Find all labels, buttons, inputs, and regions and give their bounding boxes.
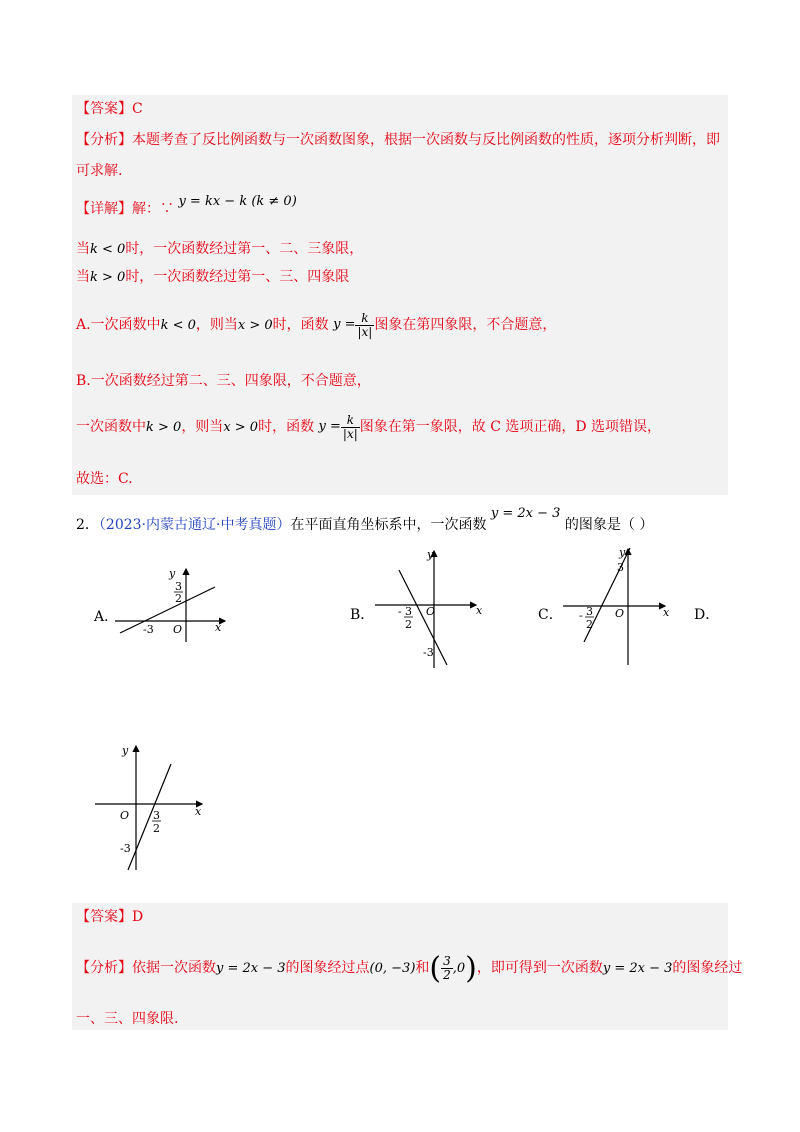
x-intercept-label: -3 (143, 623, 154, 636)
answer-value: D (132, 909, 144, 925)
analysis-text: 本题考查了反比例函数与一次函数图象，根据一次函数与反比例函数的性质，逐项分析判断，即 (132, 132, 720, 148)
analysis-point2: ( $\frac{3}{2}$ ,0) (429, 950, 477, 986)
stem-post: 的图象是（ ） (564, 517, 654, 533)
analysis-func2: y = 2x − 3 (602, 961, 673, 976)
y-intercept-num: 3 (175, 580, 182, 593)
analysis-text3: 和 (415, 960, 430, 976)
case1-pre: 当 (76, 241, 90, 257)
conclusion-q1 (76, 470, 133, 488)
option-b-label[interactable]: B． (350, 607, 375, 623)
case2-line (76, 268, 349, 287)
y-intercept-label: -3 (120, 842, 131, 855)
a-text2: ，则当 (195, 317, 238, 333)
option-c-label[interactable]: C． (538, 607, 563, 623)
analysis-line-q2 (76, 948, 742, 989)
y-axis-label: y (619, 546, 626, 559)
option-cd-analysis (76, 410, 661, 445)
detail-line-q1 (76, 194, 297, 219)
analysis-line2-q2 (76, 1010, 178, 1028)
x-intercept-num: 3 (153, 809, 160, 822)
cd-text3: 时，函数 (258, 419, 315, 435)
analysis-text-cont: 一、三、四象限. (76, 1011, 179, 1027)
y-axis-label: y (122, 744, 129, 757)
graph-option-b[interactable] (372, 545, 490, 670)
cd-text2: ，则当 (181, 419, 224, 435)
a-func-num: k (361, 310, 369, 325)
case2-cond: k > 0 (90, 270, 126, 285)
x-intercept-num: 3 (405, 605, 412, 618)
x-axis-label: x (215, 621, 222, 634)
x-intercept-den: 2 (586, 618, 593, 631)
y-intercept-den: 2 (175, 592, 182, 605)
graph-option-c[interactable] (560, 545, 675, 667)
option-a-analysis (76, 308, 556, 343)
stem-pre: 在平面直角坐标系中，一次函数 (290, 517, 487, 533)
option-b-analysis (76, 372, 371, 390)
point2-den: 2 (443, 968, 451, 982)
function-line (128, 764, 171, 870)
origin-label: O (426, 605, 436, 618)
point2-y: ,0 (452, 961, 466, 976)
case1-cond: k < 0 (90, 242, 126, 257)
a-func-lhs: y = (333, 317, 356, 332)
x-axis-label: x (663, 606, 670, 619)
analysis-text2: 的图象经过点 (285, 960, 370, 976)
cd-text4: 图象在第一象限，故 C 选项正确，D 选项错误， (359, 419, 662, 435)
question-source: （2023·内蒙古通辽·中考真题） (98, 517, 291, 533)
analysis-func1: y = 2x − 3 (216, 961, 286, 976)
analysis-text5: 的图象经过 (672, 960, 743, 976)
option-d-label[interactable]: D． (694, 607, 720, 623)
x-intercept-den: 2 (153, 822, 160, 835)
a-text4: 图象在第四象限，不合题意， (374, 317, 557, 333)
question-2-stem (76, 506, 654, 535)
x-axis-label: x (476, 604, 483, 617)
origin-label: O (615, 607, 625, 620)
a-text1: A.一次函数中 (76, 317, 161, 333)
analysis-label: 【分析】 (76, 960, 132, 976)
case1-post: 时，一次函数经过第一、二、三象限， (125, 241, 364, 257)
case2-pre: 当 (76, 269, 90, 285)
y-intercept-label: -3 (423, 646, 434, 659)
x-intercept-sign: - (398, 605, 402, 618)
x-intercept-den: 2 (405, 618, 412, 631)
stem-function: y = 2x − 3 (490, 506, 561, 521)
analysis-line2-q1 (76, 162, 122, 180)
cd-func-lhs: y = (318, 419, 341, 434)
conclusion-text: 故选：C. (76, 471, 133, 487)
cd-cond1: k > 0 (146, 420, 182, 435)
answer-line-q2 (76, 908, 143, 926)
answer-label: 【答案】 (76, 909, 132, 925)
analysis-text-cont: 可求解. (76, 163, 123, 179)
graph-option-a[interactable] (115, 565, 230, 643)
detail-intro: 解：∵ (132, 201, 174, 217)
cd-func-fraction (341, 414, 360, 441)
analysis-text1: 依据一次函数 (132, 960, 216, 976)
x-intercept-sign: - (579, 609, 583, 622)
point2-num: 3 (443, 954, 451, 968)
a-func-fraction (355, 312, 374, 339)
detail-formula: y = kx − k (k ≠ 0) (178, 194, 297, 209)
function-line (120, 587, 215, 633)
y-axis-label: y (169, 567, 176, 580)
graph-option-d[interactable] (92, 742, 212, 872)
case1-line (76, 240, 363, 259)
answer-value: C (132, 101, 143, 117)
y-axis-label: y (427, 548, 434, 561)
option-a-label[interactable]: A． (94, 609, 119, 625)
a-text3: 时，函数 (272, 317, 329, 333)
cd-func-num: k (346, 412, 354, 427)
cd-text1: 一次函数中 (76, 419, 146, 435)
x-intercept-num: 3 (586, 605, 593, 618)
cd-cond2: x > 0 (223, 420, 259, 435)
x-axis-label: x (195, 805, 202, 818)
a-cond1: k < 0 (160, 318, 196, 333)
b-text: B.一次函数经过第二、三、四象限，不合题意， (76, 373, 371, 389)
answer-label: 【答案】 (76, 101, 132, 117)
analysis-text4: ，即可得到一次函数 (476, 960, 603, 976)
cd-func-den: |x| (342, 426, 358, 441)
a-cond2: x > 0 (237, 318, 273, 333)
answer-line-q1 (76, 100, 143, 118)
analysis-label: 【分析】 (76, 132, 132, 148)
analysis-point1: (0, −3) (369, 961, 416, 976)
y-intercept-label: 3 (617, 561, 624, 574)
question-number: 2． (76, 517, 99, 533)
origin-label: O (173, 623, 183, 636)
case2-post: 时，一次函数经过第一、三、四象限 (125, 269, 350, 285)
origin-label: O (120, 809, 130, 822)
a-func-den: |x| (357, 324, 373, 339)
detail-label: 【详解】 (76, 201, 132, 217)
analysis-line-q1 (76, 131, 720, 149)
